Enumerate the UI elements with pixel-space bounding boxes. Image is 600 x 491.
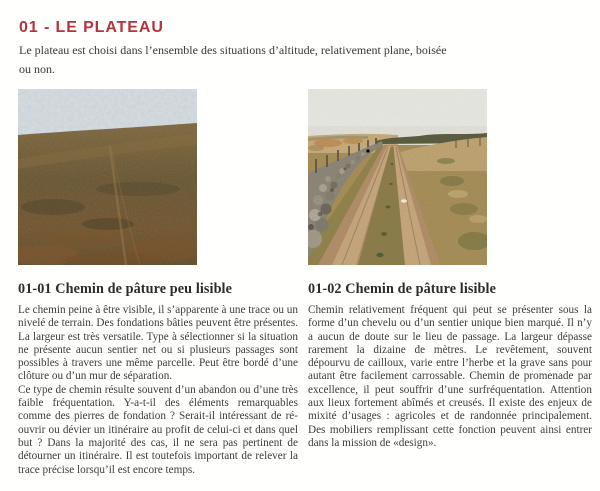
- photo-pasture-path-legible: [308, 89, 487, 265]
- photo-pasture-path-illegible: [18, 89, 197, 265]
- paragraph: Ce type de chemin résulte souvent d’un abandon ou d’une très faible fréquentation. Y-a-t-il des éléments remarquables comme des pierres de fondation ? Serait-il intéressant de ré-ouvrir ou dévier un itinéraire au profit de celui-ci et dans quel but ? Dans la majorité des cas, il ne sera pas pertinent de détourner un itinéraire. Il est toutefois important de relever la trace précise lorsqu’il est encore temps.: [18, 383, 298, 476]
- section-chemin-lisible: [308, 89, 592, 450]
- body-text-01-01: [18, 304, 298, 477]
- paragraph: Chemin relativement fréquent qui peut se présenter sous la forme d’un chevelu ou d’un sentier unique bien marqué. Il n’y a aucun de doute sur le lieu de passage. La largeur dépasse rarement la dizaine de mètres. Le revêtement, souvent dépourvu de cailloux, varie entre l’herbe et la grave sans pour autant être facilement carrossable. Chemin de promenade par excellence, il peut souffrir d’une surfréquentation. Attention aux lieux fortement abîmés et creusés. Il existe des enjeux de mixité d’usages : agricoles et de randonnée principalement. Des mobiliers remplissant cette fonction peuvent ainsi entrer dans la mission de «design».: [308, 304, 592, 449]
- body-text-01-02: [308, 304, 592, 450]
- section-chemin-peu-lisible: [18, 89, 298, 477]
- page-title: 01 - LE PLATEAU: [19, 19, 164, 36]
- intro-text: Le plateau est choisi dans l’ensemble des situations d’altitude, relativement plane, boisée ou non.: [19, 43, 447, 76]
- paragraph: Le chemin peine à être visible, il s’apparente à une trace ou un nivelé de terrain. Des fondations bâties peuvent être présentes. La largeur est très versatile. Type à sélectionner si la situation ne présente aucun sentier net ou si plusieurs passages sont possibles à travers une même parcelle. Peut être bordé d’une clôture ou d’un mur de séparation.: [18, 304, 298, 383]
- caption-01-02: 01-02 Chemin de pâture lisible: [308, 281, 496, 297]
- caption-01-01: 01-01 Chemin de pâture peu lisible: [18, 281, 232, 297]
